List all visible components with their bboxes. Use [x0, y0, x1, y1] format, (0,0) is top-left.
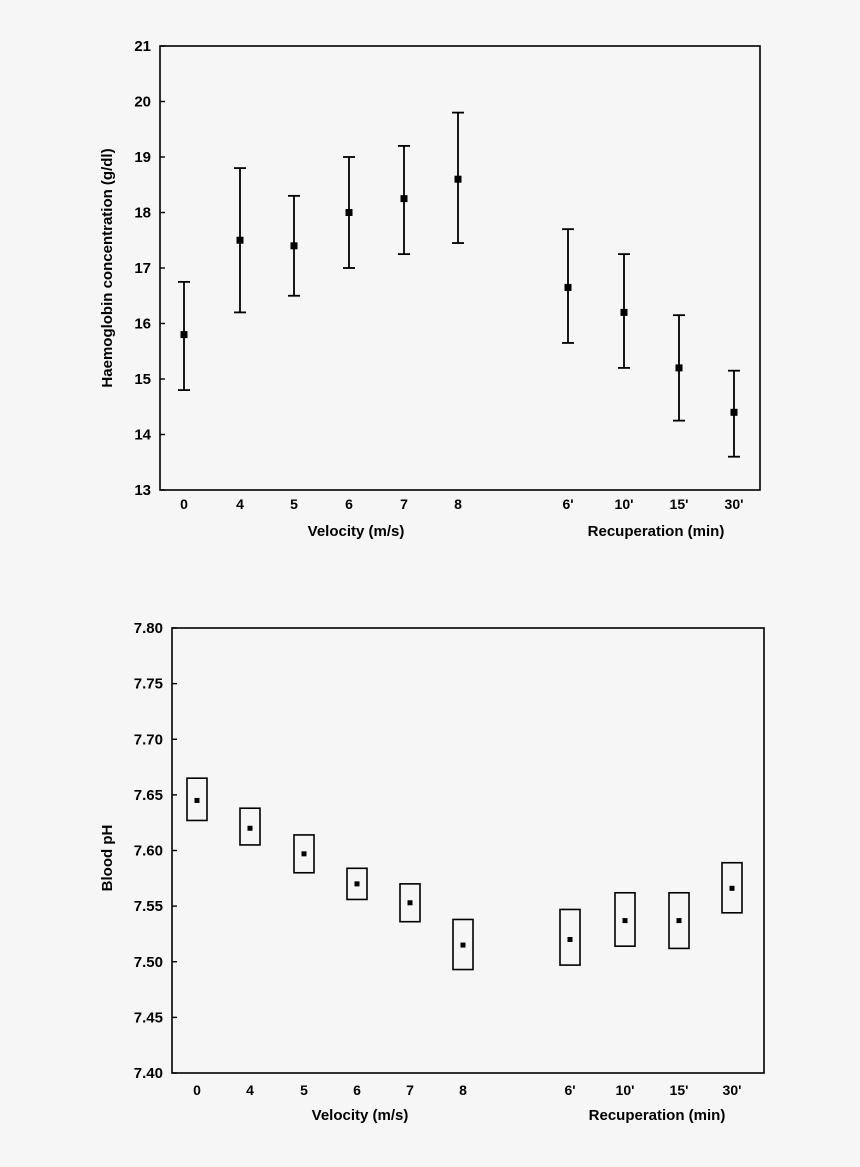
y-tick-label: 7.45 [133, 1009, 163, 1027]
x-axis-label-recuperation: Recuperation (min) [588, 1107, 726, 1124]
y-tick-label: 21 [134, 38, 151, 55]
mean-point [677, 918, 682, 923]
mean-point [461, 943, 466, 948]
x-tick-label: 5 [290, 496, 298, 512]
x-axis-label-recuperation: Recuperation (min) [587, 523, 725, 540]
x-tick-label: 0 [193, 1082, 201, 1098]
x-tick-label: 6' [562, 496, 574, 512]
y-tick-label: 7.65 [133, 786, 163, 804]
x-tick-label: 30' [722, 1082, 742, 1098]
x-axis-label-velocity: Velocity (m/s) [307, 523, 405, 540]
y-tick-label: 7.55 [133, 898, 163, 916]
x-tick-label: 15' [669, 1082, 689, 1098]
y-tick-label: 7.75 [133, 675, 163, 693]
y-tick-label: 14 [134, 426, 151, 444]
mean-point [730, 886, 735, 891]
x-tick-label: 4 [246, 1082, 254, 1098]
x-tick-label: 15' [669, 496, 689, 512]
x-tick-label: 8 [454, 496, 462, 512]
x-tick-label: 7 [406, 1082, 414, 1098]
mean-point [408, 900, 413, 905]
x-tick-label: 6 [353, 1082, 361, 1098]
x-tick-label: 6' [564, 1082, 576, 1098]
mean-point [302, 851, 307, 856]
y-tick-label: 7.60 [133, 842, 163, 860]
x-tick-label: 6 [345, 496, 353, 512]
x-tick-label: 10' [615, 1082, 635, 1098]
y-tick-label: 7.80 [133, 620, 163, 637]
y-tick-label: 15 [134, 371, 151, 388]
y-tick-label: 7.40 [133, 1065, 163, 1082]
x-tick-label: 10' [614, 496, 634, 512]
y-tick-label: 16 [134, 315, 151, 333]
x-tick-label: 5 [300, 1082, 308, 1098]
mean-point [568, 937, 573, 942]
y-tick-label: 19 [134, 149, 151, 166]
x-axis-label-velocity: Velocity (m/s) [311, 1107, 409, 1124]
y-tick-label: 18 [134, 204, 151, 222]
x-tick-label: 30' [724, 496, 744, 512]
y-tick-label: 7.50 [133, 953, 163, 971]
mean-point [248, 826, 253, 831]
x-tick-label: 4 [236, 496, 244, 512]
y-tick-label: 13 [134, 482, 151, 499]
y-axis-label: Haemoglobin concentration (g/dl) [99, 148, 116, 388]
y-tick-label: 20 [134, 93, 151, 111]
plot-frame [172, 628, 764, 1073]
y-tick-label: 17 [134, 260, 151, 277]
x-tick-label: 0 [180, 496, 188, 512]
y-axis-label: Blood pH [99, 824, 116, 892]
mean-point [623, 918, 628, 923]
x-tick-label: 7 [400, 496, 408, 512]
mean-point [195, 798, 200, 803]
mean-point [355, 881, 360, 886]
x-tick-label: 8 [459, 1082, 467, 1098]
y-tick-label: 7.70 [133, 731, 163, 749]
